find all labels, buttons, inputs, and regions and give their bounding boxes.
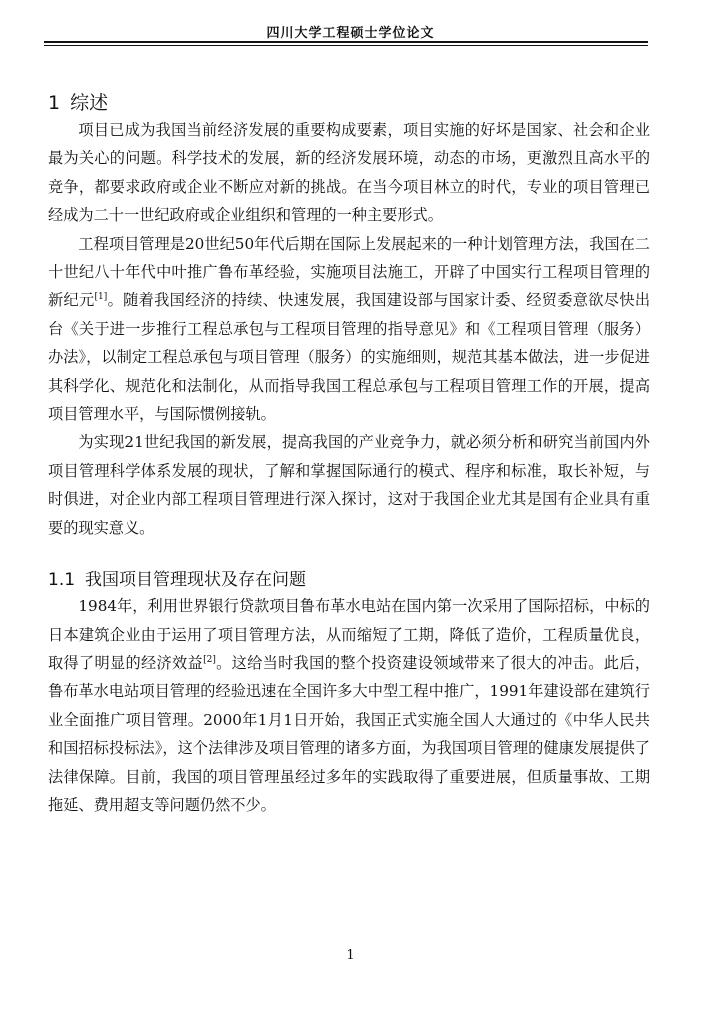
paragraph-text: 。这给当时我国的整个投资建设领域带来了很大的冲击。此后，鲁布革水电站项目管理的经验迅速在全国许多大中型工程中推广，1991年建设部在建筑行业全面推广项目管理。2000年1月1日开始，我国正式实施全国人大通过的《中华人民共和国招标投标法》，这个法律涉及项目管理的诸多方面，为我国项目管理的健康发展提供了法律保障。目前，我国的项目管理虽经过多年的实践取得了重要进展，但质量事故、工期拖延、费用超支等问题仍然不少。 <box>48 653 651 814</box>
paragraph: 为实现21世纪我国的新发展，提高我国的产业竞争力，就必须分析和研究当前国内外项目管理科学体系发展的现状，了解和掌握国际通行的模式、程序和标准，取长补短，与时俱进，对企业内部工程项目管理进行深入探讨，这对于我国企业尤其是国有企业具有重要的现实意义。 <box>48 433 650 537</box>
citation: [2] <box>203 654 216 665</box>
paragraph <box>48 592 650 819</box>
section-heading <box>48 90 650 116</box>
subsection-heading <box>48 568 650 592</box>
running-header: 四川大学工程硕士学位论文 <box>266 26 435 41</box>
subsection-title: 我国项目管理现状及存在问题 <box>85 570 307 591</box>
paragraph-text: 1984年，利用世界银行贷款项目鲁布革水电站在国内第一次采用了国际招标，中标的日本建筑企业由于运用了项目管理方法，从而缩短了工期，降低了造价，工程质量优良，取得了明显的经济效益 <box>48 597 650 672</box>
subsection-number: 1.1 <box>48 570 76 591</box>
header-rule <box>44 41 648 43</box>
paragraph: 项目已成为我国当前经济发展的重要构成要素，项目实施的好坏是国家、社会和企业最为关心的问题。科学技术的发展，新的经济发展环境，动态的市场，更激烈且高水平的竞争，都要求政府或企业不断应对新的挑战。在当今项目林立的时代，专业的项目管理已经成为二十一世纪政府或企业组织和管理的一种主要形式。 <box>48 121 650 225</box>
paragraph <box>48 230 650 429</box>
paragraph-text: 。随着我国经济的持续、快速发展，我国建设部与国家计委、经贸委意欲尽快出台《关于进一步推行工程总承包与工程项目管理的指导意见》和《工程项目管理（服务）办法》，以制定工程总承包与项目管理（服务）的实施细则，规范其基本做法，进一步促进其科学化、规范化和法制化，从而指导我国工程总承包与工程项目管理工作的开展，提高项目管理水平，与国际惯例接轨。 <box>48 291 651 424</box>
page-number: 1 <box>346 948 355 963</box>
section-number: 1 <box>48 92 61 114</box>
body-text <box>48 90 650 819</box>
header-rule-thin <box>44 45 648 46</box>
paragraph-text: 工程项目管理是20世纪50年代后期在国际上发展起来的一种计划管理方法，我国在二十世纪八十年代中叶推广鲁布革经验，实施项目法施工，开辟了中国实行工程项目管理的新纪元 <box>48 234 650 310</box>
citation: [1] <box>94 292 108 303</box>
section-title: 综述 <box>70 92 109 114</box>
